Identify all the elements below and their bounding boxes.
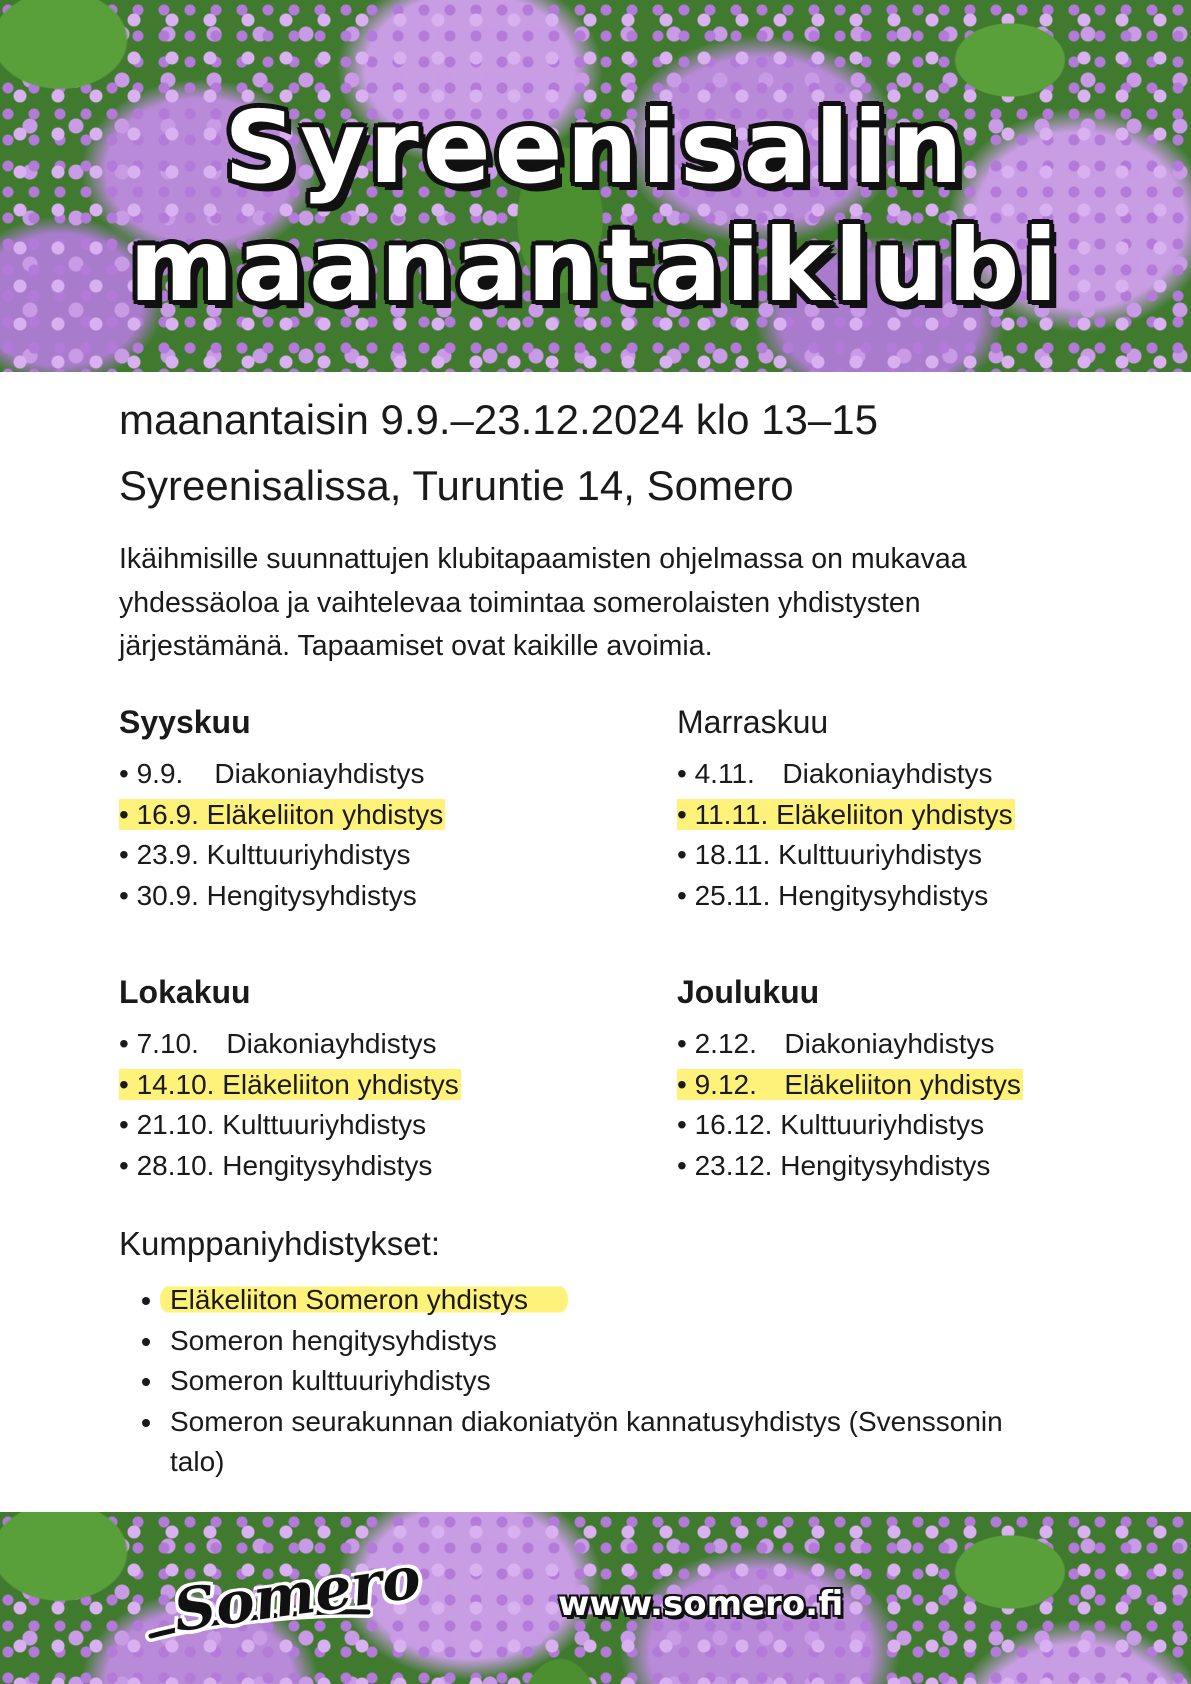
schedule-entry: • 9.9. Diakoniayhdistys (119, 758, 425, 789)
schedule-entry: • 4.11. Diakoniayhdistys (677, 758, 993, 789)
schedule-entry: • 23.12. Hengitysyhdistys (677, 1149, 991, 1181)
schedule-entry: • 2.12. Diakoniayhdistys (677, 1028, 995, 1059)
schedule-location: Syreenisalissa, Turuntie 14, Somero (119, 462, 794, 509)
partners-heading: Kumppaniyhdistykset: (119, 1225, 440, 1262)
schedule-entry: • 25.11. Hengitysyhdistys (677, 879, 989, 911)
schedule-entry: • 23.9. Kulttuuriyhdistys (119, 839, 411, 870)
schedule-entry: • 30.9. Hengitysyhdistys (119, 879, 417, 911)
schedule-entry-highlighted: • 16.9. Eläkeliiton yhdistys (119, 798, 444, 830)
logo-text: Somero (169, 1543, 425, 1645)
somero-logo (143, 1543, 425, 1645)
schedule-entry: • 18.11. Kulttuuriyhdistys (677, 839, 983, 870)
month-name: Marraskuu (677, 704, 829, 740)
poster-title-line-1: Syreenisalin (224, 89, 967, 206)
partner-item: Someron seurakunnan diakoniatyön kannatusyhdistys (Svenssonin talo) (140, 1402, 1040, 1483)
schedule-entry: • 16.12. Kulttuuriyhdistys (677, 1109, 985, 1140)
month-name: Lokakuu (119, 974, 251, 1010)
schedule-entry-highlighted: • 11.11. Eläkeliiton yhdistys (677, 798, 1013, 830)
month-block-september (119, 702, 639, 916)
partners-list (140, 1280, 1040, 1483)
month-block-november (677, 702, 1191, 916)
month-block-december (677, 972, 1191, 1186)
month-name: Joulukuu (677, 974, 820, 1010)
schedule-entry-highlighted: • 9.12. Eläkeliiton yhdistys (677, 1068, 1021, 1100)
schedule-entry: • 7.10. Diakoniayhdistys (119, 1028, 437, 1059)
schedule-dates: maanantaisin 9.9.–23.12.2024 klo 13–15 (119, 396, 878, 443)
partner-item-highlighted: Eläkeliiton Someron yhdistys (140, 1280, 1040, 1321)
poster-title-line-2: maanantaiklubi (129, 207, 1062, 324)
description-paragraph: Ikäihmisille suunnattujen klubitapaamisten ohjelmassa on mukavaa yhdessäoloa ja vaihtelevaa toimintaa somerolaisten yhdistysten järjestämänä. Tapaamiset ovat kaikille avoimia. (119, 543, 967, 662)
schedule-entry: • 21.10. Kulttuuriyhdistys (119, 1109, 427, 1140)
website-url[interactable]: www.somero.fi (558, 1584, 844, 1624)
month-name: Syyskuu (119, 704, 251, 740)
partner-item: Someron hengitysyhdistys (140, 1321, 1040, 1362)
schedule-entry-highlighted: • 14.10. Eläkeliiton yhdistys (119, 1068, 459, 1100)
schedule-entry: • 28.10. Hengitysyhdistys (119, 1149, 433, 1181)
partner-item: Someron kulttuuriyhdistys (140, 1361, 1040, 1402)
month-block-october (119, 972, 639, 1186)
